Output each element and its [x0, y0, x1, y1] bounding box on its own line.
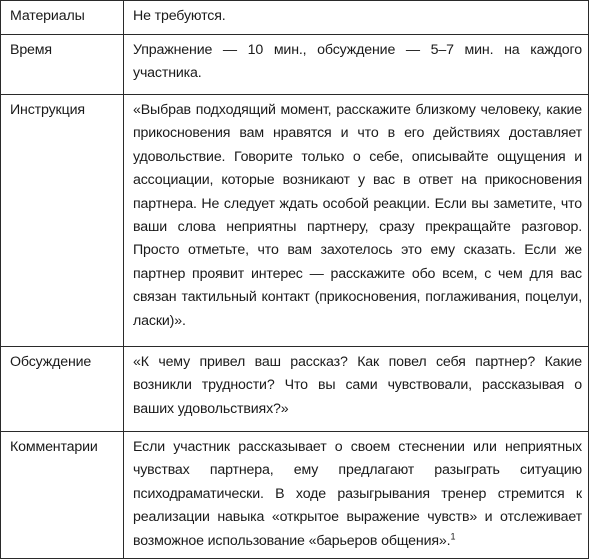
row-content: «Выбрав подходящий момент, расскажите близкому человеку, какие прикосновения вам нравятся и что в его действиях доставляет удовольствие. Говорите только о себе, описывайте ощущения и ассоциации, которые возникают у вас в ответ на прикосновения партнера. Не следует ждать особой реакции. Если вы заметите, что ваши слова неприятны партнеру, сразу прекращайте разговор. Просто отметьте, что вам захотелось это ему сказать. Если же партнер проявит интерес — расскажите обо всем, с чем для вас связан тактильный контакт (прикосновения, поглаживания, поцелуи, ласки)».: [124, 95, 589, 347]
row-label: Комментарии: [1, 432, 124, 559]
table-row-discussion: [1, 347, 589, 432]
table-row-instruction: [1, 95, 589, 347]
row-label: Материалы: [1, 1, 124, 35]
row-label: Обсуждение: [1, 347, 124, 432]
table-row-comments: [1, 432, 589, 559]
row-content: Не требуются.: [124, 1, 589, 35]
comment-text: Если участник рассказывает о своем стеснении или неприятных чувствах партнера, ему предлагают разыграть ситуацию психодраматически. В ходе разыгрывания тренер стремится к реализации навыка «открытое выражение чувств» и отслеживает возможное использование «барьеров общения».: [133, 439, 582, 549]
row-content: [124, 432, 589, 559]
table-row-materials: [1, 1, 589, 35]
row-content: Упражнение — 10 мин., обсуждение — 5–7 мин. на каждого участника.: [124, 35, 589, 95]
footnote-marker: 1: [450, 530, 456, 541]
row-content: «К чему привел ваш рассказ? Как повел себя партнер? Какие возникли трудности? Что вы сами чувствовали, рассказывая о ваших удовольствиях?»: [124, 347, 589, 432]
table-row-time: [1, 35, 589, 95]
row-label: Инструкция: [1, 95, 124, 347]
row-label: Время: [1, 35, 124, 95]
